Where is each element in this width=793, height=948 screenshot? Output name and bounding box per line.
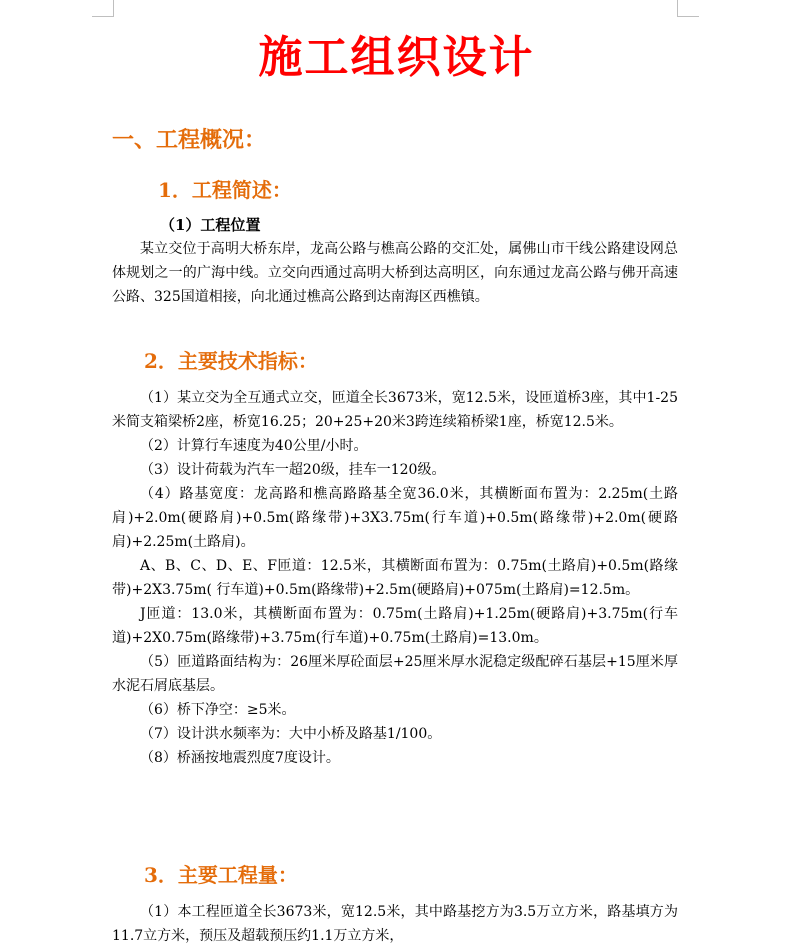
paragraph: （7）设计洪水频率为：大中小桥及路基1/100。 (140, 726, 442, 742)
subsection-heading-overview: 1．工程简述： (158, 178, 292, 202)
quantities-text (112, 900, 678, 948)
specs-text (112, 386, 678, 770)
subsubsection-heading-location: （1）工程位置 (160, 216, 261, 234)
paragraph: J匝道：13.0米，其横断面布置为：0.75m(土路肩)+1.25m(硬路肩)+3.75m(行车道)+2X0.75m(路缘带)+3.75m(行车道)+0.75m(土路肩)=13.0m。 (112, 606, 678, 646)
paragraph: （1）某立交为全互通式立交，匝道全长3673米，宽12.5米，设匝道桥3座，其中1-25米简支箱梁桥2座，桥宽16.25；20+25+20米3跨连续箱桥梁1座，桥宽12.5米。 (112, 390, 678, 430)
paragraph: （8）桥涵按地震烈度7度设计。 (140, 750, 340, 766)
subsection-heading-quantities: 3．主要工程量： (144, 863, 298, 887)
crop-mark (677, 16, 699, 17)
subsection-heading-specs: 2．主要技术指标： (144, 349, 318, 373)
crop-mark (677, 0, 678, 16)
paragraph: （5）匝道路面结构为：26厘米厚砼面层+25厘米厚水泥稳定级配碎石基层+15厘米厚水泥石屑底基层。 (112, 654, 678, 694)
crop-mark (92, 16, 114, 17)
location-text (112, 237, 678, 309)
crop-mark (113, 0, 114, 16)
paragraph: （3）设计荷载为汽车一超20级，挂车一120级。 (140, 462, 446, 478)
document-title: 施工组织设计 (258, 32, 535, 83)
paragraph: （4）路基宽度：龙高路和樵高路路基全宽36.0米，其横断面布置为：2.25m(土路肩)+2.0m(硬路肩)+0.5m(路缘带)+3X3.75m(行车道)+0.5m(路缘带)+2.0m(硬路肩)+2.25m(土路肩)。 (112, 486, 678, 550)
paragraph: 某立交位于高明大桥东岸，龙高公路与樵高公路的交汇处，属佛山市干线公路建设网总体规划之一的广海中线。立交向西通过高明大桥到达高明区，向东通过龙高公路与佛开高速公路、325国道相接，向北通过樵高公路到达南海区西樵镇。 (112, 241, 678, 305)
paragraph: （1）本工程匝道全长3673米，宽12.5米，其中路基挖方为3.5万立方米，路基填方为11.7立方米，预压及超载预压约1.1万立方米， (112, 904, 678, 944)
paragraph: A、B、C、D、E、F匝道：12.5米，其横断面布置为：0.75m(土路肩)+0.5m(路缘带)+2X3.75m( 行车道)+0.5m(路缘带)+2.5m(硬路肩)+075m(土路肩)=12.5m。 (112, 558, 678, 598)
section-heading: 一、工程概况： (112, 127, 267, 153)
paragraph: （6）桥下净空：≥5米。 (140, 702, 296, 718)
paragraph: （2）计算行车速度为40公里/小时。 (140, 438, 368, 454)
